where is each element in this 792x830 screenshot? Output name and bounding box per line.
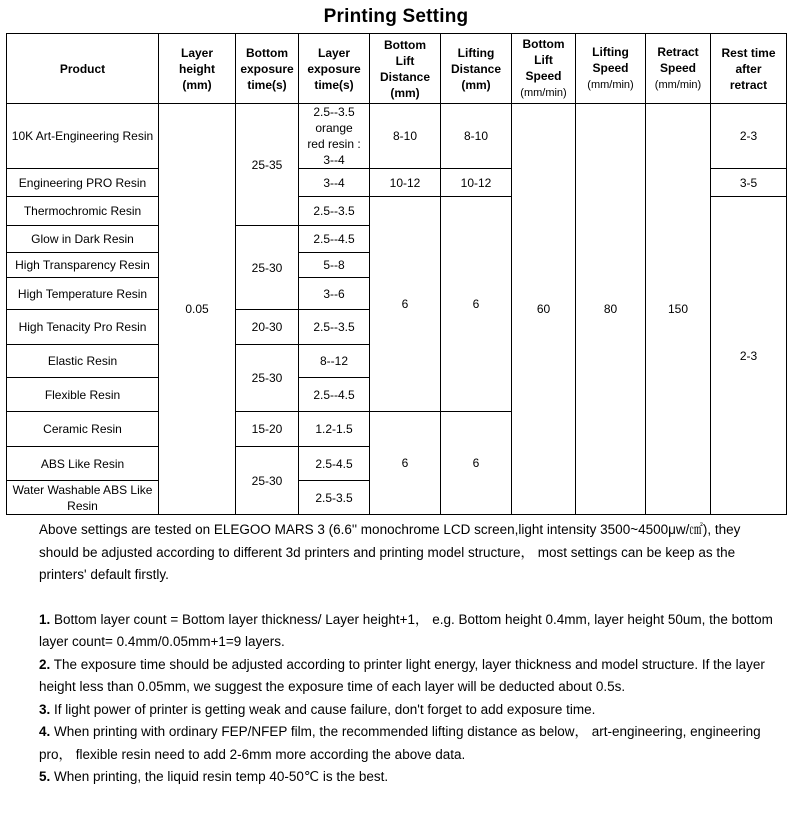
bottom-exposure-cell: 25-30 [236, 226, 299, 310]
product-cell: High Temperature Resin [7, 278, 159, 310]
product-cell: Elastic Resin [7, 345, 159, 378]
layer-exposure-cell: 3--6 [299, 278, 370, 310]
header-layer-height: Layer height (mm) [159, 34, 236, 104]
notes-section [39, 519, 774, 789]
table-row [7, 104, 787, 169]
layer-exposure-cell: 2.5--3.5 [299, 310, 370, 345]
rest-time-cell: 2-3 [711, 197, 787, 515]
product-cell: Ceramic Resin [7, 412, 159, 447]
product-cell: Thermochromic Resin [7, 197, 159, 226]
layer-exposure-cell: 3--4 [299, 169, 370, 197]
note-item [39, 699, 774, 722]
notes-intro: Above settings are tested on ELEGOO MARS 3 (6.6'' monochrome LCD screen,light intensity 3500~4500μw/㎠), they should be adjusted according to different 3d printers and printing model structure， most settings can be keep as the printers' default firstly. [39, 522, 741, 582]
bottom-lift-distance-cell: 6 [370, 412, 441, 515]
product-cell: Water Washable ABS Like Resin [7, 481, 159, 515]
lifting-distance-cell: 6 [441, 412, 512, 515]
layer-exposure-cell: 2.5-4.5 [299, 447, 370, 481]
layer-exposure-cell: 2.5--4.5 [299, 378, 370, 412]
lifting-speed-cell: 80 [576, 104, 646, 515]
header-row [7, 34, 787, 104]
retract-speed-cell: 150 [646, 104, 711, 515]
note-number: 4. [39, 724, 51, 739]
lifting-distance-cell: 10-12 [441, 169, 512, 197]
note-item [39, 766, 774, 789]
notes-spacer [39, 587, 774, 609]
note-text: If light power of printer is getting weak and cause failure, don't forget to add exposure time. [54, 701, 596, 717]
bottom-exposure-cell: 15-20 [236, 412, 299, 447]
product-cell: ABS Like Resin [7, 447, 159, 481]
note-number: 1. [39, 611, 51, 627]
rest-time-cell: 3-5 [711, 169, 787, 197]
bottom-exposure-cell: 25-35 [236, 104, 299, 226]
product-cell: High Tenacity Pro Resin [7, 310, 159, 345]
note-text: The exposure time should be adjusted according to printer light energy, layer thickness and model structure. If the layer height less than 0.05mm, we suggest the exposure time of each layer will be deducted about 0.5s. [39, 656, 765, 694]
layer-exposure-cell: 2.5--3.5 orange red resin : 3--4 [299, 104, 370, 169]
layer-exposure-cell: 2.5--4.5 [299, 226, 370, 253]
note-item [39, 654, 774, 699]
note-text: When printing with ordinary FEP/NFEP film, the recommended lifting distance as below， art-engineering, engineering pro， flexible resin need to add 2-6mm more according the above data. [39, 724, 761, 762]
layer-exposure-cell: 5--8 [299, 253, 370, 278]
header-product: Product [7, 34, 159, 104]
header-layer-exposure: Layer exposure time(s) [299, 34, 370, 104]
bottom-exposure-cell: 25-30 [236, 345, 299, 412]
printing-settings-table [6, 33, 787, 515]
note-number: 3. [39, 701, 51, 717]
bottom-lift-distance-cell: 8-10 [370, 104, 441, 169]
header-bottom-lift-distance: Bottom Lift Distance (mm) [370, 34, 441, 104]
note-item [39, 721, 774, 766]
note-item [39, 609, 774, 654]
product-cell: Flexible Resin [7, 378, 159, 412]
layer-height-cell: 0.05 [159, 104, 236, 515]
layer-exposure-cell: 8--12 [299, 345, 370, 378]
product-cell: High Transparency Resin [7, 253, 159, 278]
bottom-lift-distance-cell: 10-12 [370, 169, 441, 197]
product-cell: 10K Art-Engineering Resin [7, 104, 159, 169]
product-cell: Engineering PRO Resin [7, 169, 159, 197]
bottom-exposure-cell: 25-30 [236, 447, 299, 515]
lifting-distance-cell: 8-10 [441, 104, 512, 169]
note-number: 2. [39, 656, 51, 672]
header-bottom-exposure: Bottom exposure time(s) [236, 34, 299, 104]
bottom-exposure-cell: 20-30 [236, 310, 299, 345]
header-retract-speed: Retract Speed (mm/min) [646, 34, 711, 104]
layer-exposure-cell: 1.2-1.5 [299, 412, 370, 447]
rest-time-cell: 2-3 [711, 104, 787, 169]
bottom-lift-distance-cell: 6 [370, 197, 441, 412]
product-cell: Glow in Dark Resin [7, 226, 159, 253]
page-title: Printing Setting [323, 6, 469, 27]
layer-exposure-cell: 2.5-3.5 [299, 481, 370, 515]
header-bottom-lift-speed: Bottom Lift Speed (mm/min) [512, 34, 576, 104]
header-rest-time: Rest time after retract [711, 34, 787, 104]
header-lifting-distance: Lifting Distance (mm) [441, 34, 512, 104]
bottom-lift-speed-cell: 60 [512, 104, 576, 515]
note-text: Bottom layer count = Bottom layer thickness/ Layer height+1， e.g. Bottom height 0.4mm, layer height 50um, the bottom layer count= 0.4mm/0.05mm+1=9 layers. [39, 611, 773, 649]
header-lifting-speed: Lifting Speed (mm/min) [576, 34, 646, 104]
layer-exposure-cell: 2.5--3.5 [299, 197, 370, 226]
note-number: 5. [39, 769, 51, 784]
lifting-distance-cell: 6 [441, 197, 512, 412]
note-text: When printing, the liquid resin temp 40-50℃ is the best. [54, 769, 389, 784]
